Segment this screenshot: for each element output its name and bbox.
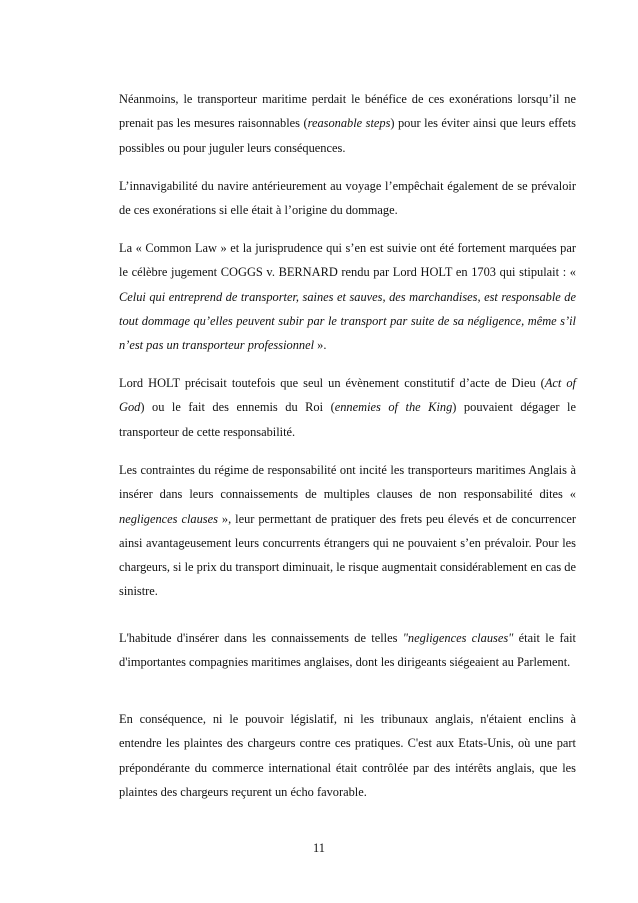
paragraph-consequence: [119, 707, 576, 804]
text-run: ».: [314, 338, 327, 353]
paragraph-common-law: [119, 236, 576, 357]
paragraph-text: L’innavigabilité du navire antérieurement au voyage l’empêchait également de se prévaloir de ces exonérations si elle était à l’origine du dommage.: [119, 179, 576, 218]
page-number: 11: [313, 841, 325, 855]
text-run: Lord HOLT précisait toutefois que seul un évènement constitutif d’acte de Dieu (: [119, 376, 545, 390]
paragraph-exonerations-loss: [119, 87, 576, 160]
text-run: ) ou le fait des ennemis du Roi (: [140, 400, 335, 415]
text-run: », leur permettant de pratiquer des frets peu élevés et de concurrencer ainsi avantageusement leurs concurrents étrangers qui ne pouvaient s’en prévaloir. Pour les chargeurs, si le prix du transport diminuait, le risque augmentait considérablement en cas de sinistre.: [119, 511, 576, 599]
italic-term-negligences-clauses-quoted: "negligences clauses": [402, 631, 514, 645]
italic-term-reasonable-steps: reasonable steps: [307, 116, 391, 131]
italic-term-act-of-god: Act of God: [119, 376, 576, 415]
italic-quote-coggs-bernard: Celui qui entreprend de transporter, saines et sauves, des marchandises, est responsable de tout dommage qu’elles peuvent subir par le transport par suite de sa négligence, même s’il n’est pas un transporteur professionnel: [119, 289, 576, 353]
text-run: était le fait d'importantes compagnies maritimes anglaises, dont les dirigeants siégeaient au Parlement.: [119, 631, 576, 670]
text-run: ) pouvaient dégager le transporteur de cette responsabilité.: [119, 400, 576, 439]
italic-term-negligences-clauses: negligences clauses: [119, 511, 218, 526]
text-run: L'habitude d'insérer dans les connaissements de telles: [119, 631, 403, 645]
text-run: Néanmoins, le transporteur maritime perdait le bénéfice de ces exonérations lorsqu’il ne prenait pas les mesures raisonnables (: [119, 92, 576, 131]
paragraph-liability-regime: [119, 458, 576, 604]
text-run: Les contraintes du régime de responsabilité ont incité les transporteurs maritimes Anglais à insérer dans leurs connaissements de multiples clauses de non responsabilité dites «: [119, 463, 576, 502]
paragraph-text: En conséquence, ni le pouvoir législatif, ni les tribunaux anglais, n'étaient enclins à entendre les plaintes des chargeurs contre ces pratiques. C'est aux Etats-Unis, où une part prépondérante du commerce international était contrôlée par des intérêts anglais, que les plaintes des chargeurs reçurent un écho favorable.: [119, 712, 576, 799]
paragraph-shipping-companies: [119, 626, 576, 675]
paragraph-unseaworthiness: [119, 174, 576, 223]
text-run: ) pour les éviter ainsi que leurs effets possibles ou pour juguler leurs conséquences.: [119, 116, 576, 155]
italic-term-ennemies-of-the-king: ennemies of the King: [334, 400, 453, 415]
paragraph-lord-holt: [119, 371, 576, 444]
text-run: La « Common Law » et la jurisprudence qui s’en est suivie ont été fortement marquées par le célèbre jugement COGGS v. BERNARD rendu par Lord HOLT en 1703 qui stipulait : «: [119, 241, 576, 280]
